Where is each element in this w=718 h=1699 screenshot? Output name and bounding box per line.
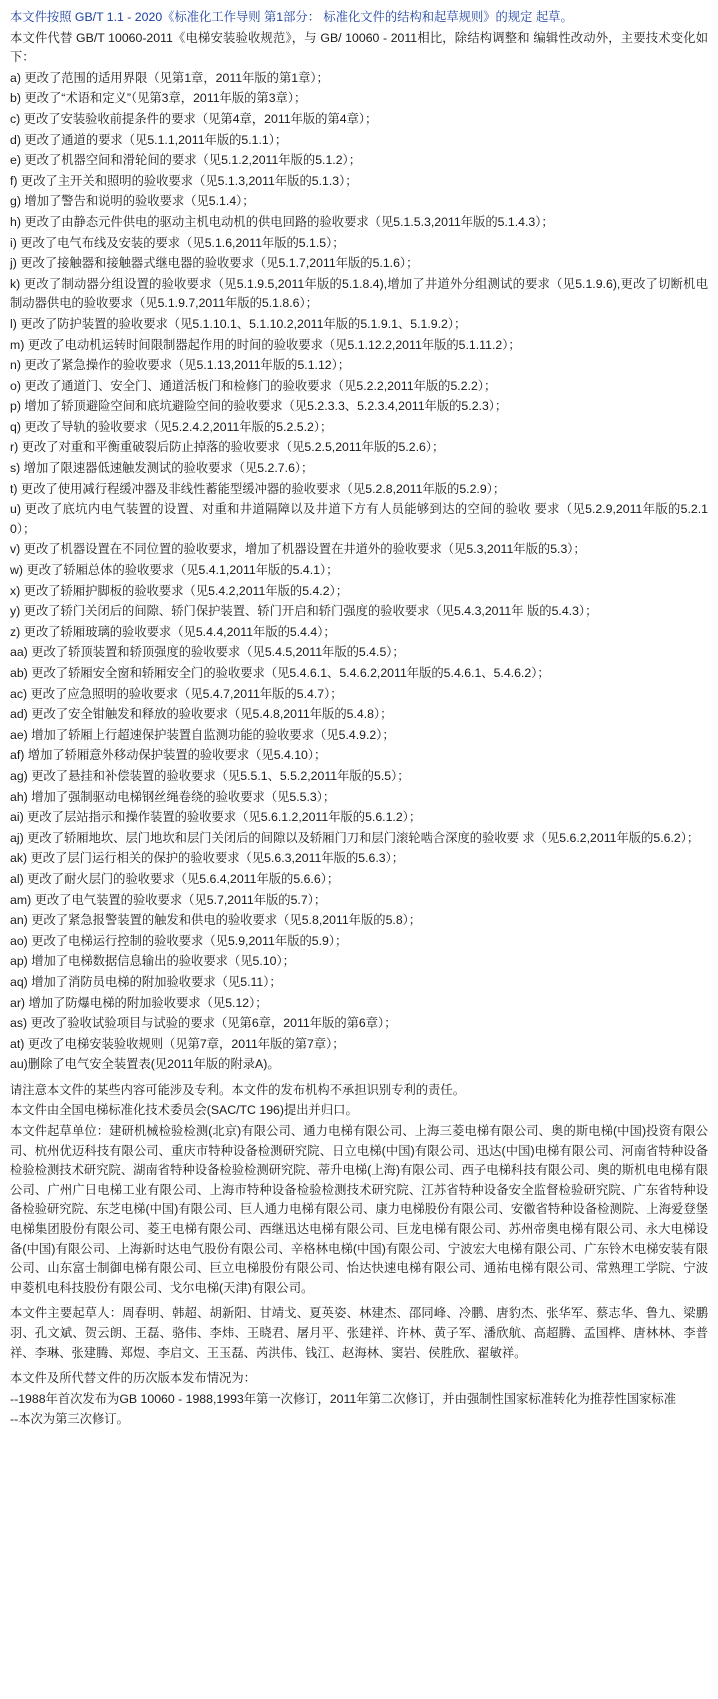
document-paragraph: g) 增加了警告和说明的验收要求（见5.1.4）； <box>10 194 255 209</box>
document-paragraph: aj) 更改了轿厢地坎、层门地坎和层门关闭后的间隙以及轿厢门刀和层门滚轮啮合深度的验收要 求（见5.6.2,2011年版的5.6.2）； <box>10 830 700 845</box>
document-paragraph: i) 更改了电气布线及安装的要求（见5.1.6,2011年版的5.1.5）； <box>10 235 345 250</box>
document-paragraph: a) 更改了范围的适用界限（见第1章，2011年版的第1章）； <box>10 70 329 85</box>
document-paragraph: u) 更改了底坑内电气装置的设置、对重和井道隔障以及井道下方有人员能够到达的空间的验收 要求（见5.2.9,2011年版的5.2.10）； <box>10 502 708 536</box>
document-paragraph: 本文件按照 GB/T 1.1 - 2020《标准化工作导则 第1部分： 标准化文件的结构和起草规则》的规定 起草。 <box>10 10 573 24</box>
document-paragraph: o) 更改了通道门、安全门、通道活板门和检修门的验收要求（见5.2.2,2011年版的5.2.2）； <box>10 378 497 393</box>
document-paragraph: as) 更改了验收试验项目与试验的要求（见第6章，2011年版的第6章）； <box>10 1016 397 1031</box>
document-paragraph: --本次为第三次修订。 <box>10 1412 129 1427</box>
document-paragraph: 本文件主要起草人：周春明、韩超、胡新阳、甘靖戈、夏英姿、林建杰、邵同峰、冷鹏、唐豹杰、张华军、蔡志华、鲁九、梁鹏羽、孔文斌、贺云朗、王磊、骆伟、李炜、王晓君、屠月平、张建祥、许林、黄子军、潘欣航、高超腾、孟国桦、唐林林、李普祥、李琳、张建腾、郑煜、李启文、王玉磊、芮洪伟、钱江、赵海林、窦岩、侯胜欣、翟敏祥。 <box>10 1306 708 1360</box>
document-paragraph: ag) 更改了悬挂和补偿装置的验收要求（见5.5.1、5.5.2,2011年版的5.5）； <box>10 768 410 783</box>
document-paragraph: ae) 增加了轿厢上行超速保护装置自监测功能的验收要求（见5.4.9.2）； <box>10 727 395 742</box>
document-paragraph: m) 更改了电动机运转时间限制器起作用的时间的验收要求（见5.1.12.2,2011年版的5.1.11.2）； <box>10 337 521 352</box>
document-paragraph: ak) 更改了层门运行相关的保护的验收要求（见5.6.3,2011年版的5.6.3）； <box>10 851 405 866</box>
document-paragraph: d) 更改了通道的要求（见5.1.1,2011年版的5.1.1）； <box>10 132 288 147</box>
document-body <box>10 8 708 1430</box>
document-paragraph: t) 更改了使用减行程缓冲器及非线性蓄能型缓冲器的验收要求（见5.2.8,2011年版的5.2.9）； <box>10 481 506 496</box>
document-paragraph: 请注意本文件的某些内容可能涉及专利。本文件的发布机构不承担识别专利的责任。 <box>10 1082 465 1097</box>
document-paragraph: p) 增加了轿顶避险空间和底坑避险空间的验收要求（见5.2.3.3、5.2.3.4,2011年版的5.2.3）； <box>10 399 508 414</box>
document-paragraph: ab) 更改了轿厢安全窗和轿厢安全门的验收要求（见5.4.6.1、5.4.6.2,2011年版的5.4.6.1、5.4.6.2）； <box>10 666 550 680</box>
document-paragraph: am) 更改了电气装置的验收要求（见5.7,2011年版的5.7）； <box>10 892 327 907</box>
document-paragraph: an) 更改了紧急报警装置的触发和供电的验收要求（见5.8,2011年版的5.8）； <box>10 913 422 928</box>
document-paragraph: ac) 更改了应急照明的验收要求（见5.4.7,2011年版的5.4.7）； <box>10 686 343 701</box>
document-paragraph: e) 更改了机器空间和滑轮间的要求（见5.1.2,2011年版的5.1.2）； <box>10 153 361 168</box>
document-paragraph: aq) 增加了消防员电梯的附加验收要求（见5.11）； <box>10 974 282 989</box>
document-paragraph: h) 更改了由静态元件供电的驱动主机电动机的供电回路的验收要求（见5.1.5.3,2011年版的5.1.4.3）； <box>10 214 554 229</box>
document-paragraph: s) 增加了限速器低速触发测试的验收要求（见5.2.7.6）； <box>10 461 314 476</box>
document-paragraph: r) 更改了对重和平衡重破裂后防止掉落的验收要求（见5.2.5,2011年版的5.2.6）； <box>10 440 445 455</box>
document-paragraph: ap) 增加了电梯数据信息输出的验收要求（见5.10）； <box>10 954 295 969</box>
document-paragraph: al) 更改了耐火层门的验收要求（见5.6.4,2011年版的5.6.6）； <box>10 871 340 886</box>
document-paragraph: k) 更改了制动器分组设置的验收要求（见5.1.9.5,2011年版的5.1.8.4),增加了井道外分组测试的要求（见5.1.9.6),更改了切断机电制动器供电的验收要求（见5.1.9.7,2011年版的5.1.8.6）； <box>10 276 708 311</box>
document-paragraph: y) 更改了轿门关闭后的间隙、轿门保护装置、轿门开启和轿门强度的验收要求（见5.4.3,2011年 版的5.4.3）； <box>10 604 598 619</box>
document-paragraph: z) 更改了轿厢玻璃的验收要求（见5.4.4,2011年版的5.4.4）； <box>10 624 336 639</box>
document-paragraph: ad) 更改了安全钳触发和释放的验收要求（见5.4.8,2011年版的5.4.8）； <box>10 707 393 722</box>
document-paragraph: 本文件由全国电梯标准化技术委员会(SAC/TC 196)提出并归口。 <box>10 1103 358 1118</box>
document-paragraph: af) 增加了轿厢意外移动保护装置的验收要求（见5.4.10）； <box>10 748 327 763</box>
document-paragraph: --1988年首次发布为GB 10060 - 1988,1993年第一次修订，2011年第二次修订，并由强制性国家标准转化为推荐性国家标准 <box>10 1391 677 1406</box>
document-paragraph: l) 更改了防护装置的验收要求（见5.1.10.1、5.1.10.2,2011年版的5.1.9.1、5.1.9.2）； <box>10 316 467 331</box>
document-paragraph: ao) 更改了电梯运行控制的验收要求（见5.9,2011年版的5.9）； <box>10 933 348 948</box>
document-paragraph: f) 更改了主开关和照明的验收要求（见5.1.3,2011年版的5.1.3）； <box>10 173 358 188</box>
document-paragraph: aa) 更改了轿顶装置和轿顶强度的验收要求（见5.4.5,2011年版的5.4.5）； <box>10 645 405 660</box>
document-paragraph: q) 更改了导轨的验收要求（见5.2.4.2,2011年版的5.2.5.2）； <box>10 419 333 434</box>
document-paragraph: w) 更改了轿厢总体的验收要求（见5.4.1,2011年版的5.4.1）； <box>10 563 339 578</box>
document-paragraph: ar) 增加了防爆电梯的附加验收要求（见5.12）； <box>10 995 268 1010</box>
document-paragraph: b) 更改了“术语和定义”（见第3章，2011年版的第3章）； <box>10 91 307 106</box>
document-paragraph: j) 更改了接触器和接触器式继电器的验收要求（见5.1.7,2011年版的5.1.6）； <box>10 256 419 271</box>
document-paragraph: 本文件及所代替文件的历次版本发布情况为： <box>10 1371 256 1386</box>
document-paragraph: at) 更改了电梯安装验收规则（见第7章，2011年版的第7章）； <box>10 1036 345 1051</box>
document-paragraph: n) 更改了紧急操作的验收要求（见5.1.13,2011年版的5.1.12）； <box>10 358 351 373</box>
document-paragraph: au)删除了电气安全装置表(见2011年版的附录A)。 <box>10 1057 280 1072</box>
document-paragraph: 本文件代替 GB/T 10060-2011《电梯安装验收规范》，与 GB/ 10060 - 2011相比，除结构调整和 编辑性改动外，主要技术变化如下： <box>10 30 708 65</box>
document-paragraph: 本文件起草单位：建研机械检验检测(北京)有限公司、通力电梯有限公司、上海三菱电梯有限公司、奥的斯电梯(中国)投资有限公司、杭州优迈科技有限公司、重庆市特种设备检测研究院、日立电梯(中国)有限公司、迅达(中国)电梯有限公司、河南省特种设备检验检测技术研究院、湖南省特种设备检验检测研究院、蒂升电梯(上海)有限公司、西子电梯科技有限公司、奥的斯机电电梯有限公司、广州广日电梯工业有限公司、上海市特种设备检验检测技术研究院、江苏省特种设备安全监督检验研究院、广东省特种设备检验研究院、东芝电梯(中国)有限公司、巨人通力电梯有限公司、康力电梯股份有限公司、安徽省特种设备检测院、上海爱登堡电梯集团股份有限公司、菱王电梯有限公司、西继迅达电梯有限公司、巨龙电梯有限公司、苏州帝奥电梯有限公司、永大电梯设备(中国)有限公司、上海新时达电气股份有限公司、辛格林电梯(中国)有限公司、宁波宏大电梯有限公司、广东铃木电梯安装有限公司、山东富士制御电梯有限公司、巨立电梯股份有限公司、怡达快速电梯有限公司、通祐电梯有限公司、常熟理工学院、宁波申菱机电科技股份有限公司、戈尔电梯(天津)有限公司。 <box>10 1124 708 1295</box>
document-paragraph: v) 更改了机器设置在不同位置的验收要求，增加了机器设置在井道外的验收要求（见5.3,2011年版的5.3）； <box>10 542 586 557</box>
document-paragraph: ai) 更改了层站指示和操作装置的验收要求（见5.6.1.2,2011年版的5.6.1.2）； <box>10 810 422 825</box>
document-paragraph: c) 更改了安装验收前提条件的要求（见第4章，2011年版的第4章）； <box>10 111 378 126</box>
document-paragraph: x) 更改了轿厢护脚板的验收要求（见5.4.2,2011年版的5.4.2）； <box>10 583 349 598</box>
document-paragraph: ah) 增加了强制驱动电梯钢丝绳卷绕的验收要求（见5.5.3）； <box>10 789 336 804</box>
